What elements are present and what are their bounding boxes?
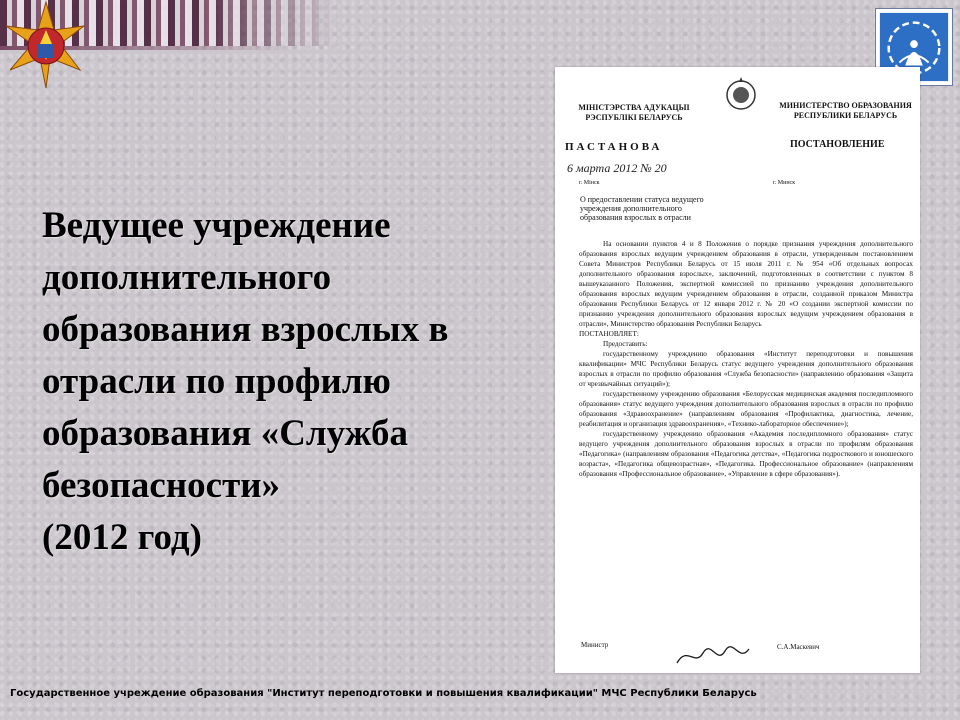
doc-paragraph: государственному учреждению образования «Академия последипломного образования» статус ведущего учреждения дополнительного образования взрослых в отрасли по профилям образования «Педагогика» (направлениям образования «Педагогика детства», «Педагогика подросткового и юношеского возраста», «Педагогика общевозрастная», «Педагогика. Профессиональное образование» (направлениям образования «Профессиональное образование», «Управление в сфере образования»). bbox=[579, 430, 913, 478]
doc-title-belarusian: ПАСТАНОВА bbox=[565, 141, 663, 153]
doc-header-russian: МИНИСТЕРСТВО ОБРАЗОВАНИЯ РЕСПУБЛИКИ БЕЛАРУСЬ bbox=[779, 101, 912, 120]
signature-icon bbox=[673, 643, 753, 669]
slide-footer: Государственное учреждение образования "Институт переподготовки и повышения квалификации" МЧС Республики Беларусь bbox=[10, 688, 757, 699]
doc-header-belarusian: МІНІСТЭРСТВА АДУКАЦЫІ РЭСПУБЛІКІ БЕЛАРУСЬ bbox=[578, 103, 690, 122]
doc-title-russian: ПОСТАНОВЛЕНИЕ bbox=[790, 139, 885, 150]
doc-minister-name: С.А.Маскевич bbox=[777, 643, 820, 651]
doc-city-belarusian: г. Мінск bbox=[579, 180, 600, 186]
belarus-coat-of-arms-icon bbox=[725, 75, 757, 115]
doc-paragraph: Предоставить: bbox=[603, 340, 648, 348]
slide-title: Ведущее учреждение дополнительного образования взрослых в отрасли по профилю образования «Служба безопасности» (2012 год) bbox=[42, 205, 449, 558]
doc-city-russian: г. Минск bbox=[773, 180, 796, 186]
doc-subject: О предоставлении статуса ведущего учреждения дополнительного образования взрослых в отрасли bbox=[580, 195, 704, 222]
doc-paragraph: На основании пунктов 4 и 8 Положения о порядке признания учреждения дополнительного образования взрослых ведущим учреждением образования в отрасли, утвержденным постановлением Совета Министров Республики Беларусь от 15 июля 2011 г. № 954 «Об отдельных вопросах дополнительного образования взрослых», заключений, подготовленных в соответствии с пунктом 8 вышеуказанного Положения, экспертной комиссией по признанию учреждения дополнительного образования взрослых ведущим учреждением образования в отрасли, созданной приказом Министра образования Республики Беларусь от 12 января 2012 г. № 20 «О создании экспертной комиссии по признанию учреждения дополнительного образования взрослых ведущим учреждением образования в отрасли», Министерство образования Республики Беларусь bbox=[579, 240, 913, 328]
mchs-emblem-icon bbox=[0, 0, 92, 92]
doc-handwritten-date: 6 марта 2012 № 20 bbox=[567, 161, 667, 175]
doc-body bbox=[579, 239, 913, 479]
doc-paragraph: государственному учреждению образования «Институт переподготовки и повышения квалификации» МЧС Республики Беларусь статус ведущего учреждения дополнительного образования взрослых в отрасли по профилю образования «Служба безопасности» (направлению образования «Защита от чрезвычайных ситуаций»); bbox=[579, 350, 913, 388]
doc-paragraph: государственному учреждению образования «Белорусская медицинская академия последипломного образования» статус ведущего учреждения дополнительного образования взрослых в отрасли по профилю образования «Здравоохранение» (направлениям образования «Профилактика, диагностика, лечение, реабилитация и организация здравоохранения», «Технико-лабораторное обеспечение»); bbox=[579, 390, 913, 428]
resolution-document bbox=[555, 67, 920, 673]
doc-paragraph: ПОСТАНОВЛЯЕТ: bbox=[579, 330, 639, 338]
doc-minister-label: Министр bbox=[581, 641, 609, 649]
